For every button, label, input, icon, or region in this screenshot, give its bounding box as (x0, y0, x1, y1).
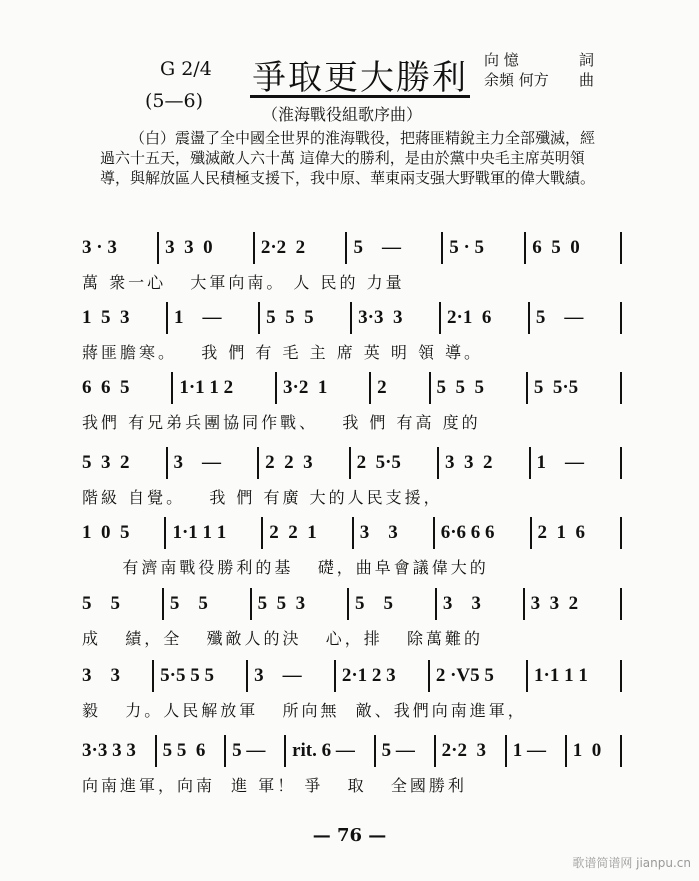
score-line (82, 302, 622, 363)
score-line (82, 517, 622, 578)
notation (82, 372, 622, 404)
measure: 2 ·V5 5 (428, 660, 526, 692)
measure: 1·1 1 2 (171, 372, 275, 404)
measure: 3 3 (352, 517, 433, 549)
notation (82, 588, 622, 620)
page-number: — 76 — (312, 825, 387, 846)
measure: 2 (369, 372, 428, 404)
measure: 3 3 2 (437, 447, 529, 479)
notation (82, 660, 622, 692)
measure: 3 3 2 (523, 588, 622, 620)
measure: 1 0 (565, 735, 622, 767)
score-line (82, 660, 622, 721)
notation (82, 447, 622, 479)
lyrics: 向南進軍，向南 進 軍！ 爭 取 全國勝利 (82, 776, 467, 795)
measure: 5 — (374, 735, 434, 767)
measure: rit. 6 — (284, 735, 374, 767)
lyrics: 毅 力。人民解放軍 所向無 敵、我們向南進軍， (82, 701, 527, 720)
lyrics: 我們 有兄弟兵團協同作戰、 我 們 有高 度的 (82, 413, 481, 432)
lyrics: 蔣匪膽寒。 我 們 有 毛 主 席 英 明 領 導。 (82, 343, 484, 362)
measure: 2·1 2 3 (334, 660, 428, 692)
measure: 2·2 2 (253, 232, 346, 264)
measure: 5 5 3 (250, 588, 347, 620)
vocal-range: (5—6) (145, 90, 204, 112)
measure: 5 — (528, 302, 622, 334)
measure: 3 — (246, 660, 334, 692)
measure: 5 5 (347, 588, 435, 620)
measure: 3 3 0 (157, 232, 253, 264)
measure: 6 5 0 (524, 232, 622, 264)
measure: 1 5 3 (82, 307, 130, 328)
score-line (82, 735, 622, 796)
measure: 1 — (529, 447, 623, 479)
score-line (82, 232, 622, 293)
measure: 5 5 (162, 588, 250, 620)
title-underline (250, 95, 470, 98)
measure: 3 3 (82, 665, 120, 686)
notation (82, 735, 622, 767)
lyricist-role: 詞 (578, 51, 594, 69)
measure: 1 — (166, 302, 258, 334)
measure: 2 5·5 (349, 447, 437, 479)
score-line (82, 588, 622, 649)
measure: 3·3 3 (350, 302, 439, 334)
measure: 5 5 5 (258, 302, 350, 334)
measure: 3 — (166, 447, 258, 479)
measure: 2·1 6 (439, 302, 528, 334)
spoken-intro: （白）震盪了全中國全世界的淮海戰役，把蔣匪精銳主力全部殲滅，經過六十五天，殲滅敵人六十萬 這偉大的勝利，是由於黨中央毛主席英明領導，與解放區人民積極支援下，我中原、華東兩支强大野戰軍的偉大戰績。 (100, 129, 596, 187)
score-line (82, 447, 622, 508)
composer: 余頻 何方 (484, 71, 549, 89)
measure: 1·1 1 1 (526, 660, 622, 692)
measure: 5 5·5 (526, 372, 622, 404)
key-signature: G 2/4 (160, 58, 212, 80)
notation (82, 517, 622, 549)
watermark: 歌谱简谱网 jianpu.cn (572, 856, 691, 870)
measure: 5 5 6 (155, 735, 225, 767)
measure: 3·2 1 (275, 372, 369, 404)
measure: 6·6 6 6 (433, 517, 530, 549)
measure: 5 — (224, 735, 284, 767)
measure: 1 — (505, 735, 565, 767)
lyrics: 有濟南戰役勝利的基 礎，曲阜會議偉大的 (82, 558, 489, 577)
lyricist: 向 憶 (484, 51, 519, 69)
lyrics: 階級 自覺。 我 們 有廣 大的人民支援， (82, 488, 443, 507)
lyrics: 萬 衆一心 大軍向南。 人 民的 力量 (82, 273, 405, 292)
measure: 1 0 5 (82, 522, 130, 543)
score-line (82, 372, 622, 433)
measure: 5 5 5 (429, 372, 526, 404)
measure: 3 3 (435, 588, 523, 620)
credits (484, 50, 594, 90)
measure: 5 3 2 (82, 452, 130, 473)
measure: 3 · 3 (82, 237, 117, 258)
notation (82, 232, 622, 264)
measure: 5 — (345, 232, 441, 264)
measure: 2 2 1 (261, 517, 351, 549)
measure: 1·1 1 1 (164, 517, 261, 549)
measure: 5·5 5 5 (152, 660, 246, 692)
measure: 5 · 5 (441, 232, 524, 264)
notation (82, 302, 622, 334)
song-subtitle: （淮海戰役組歌序曲） (262, 105, 423, 124)
measure: 2·2 3 (434, 735, 505, 767)
measure: 5 5 (82, 593, 120, 614)
measure: 3·3 3 3 (82, 740, 136, 761)
measure: 2 1 6 (530, 517, 622, 549)
measure: 6 6 5 (82, 377, 130, 398)
song-title: 爭取更大勝利 (252, 58, 468, 98)
lyrics: 成 績，全 殲敵人的決 心，排 除萬難的 (82, 629, 484, 648)
composer-role: 曲 (578, 71, 594, 89)
measure: 2 2 3 (257, 447, 349, 479)
